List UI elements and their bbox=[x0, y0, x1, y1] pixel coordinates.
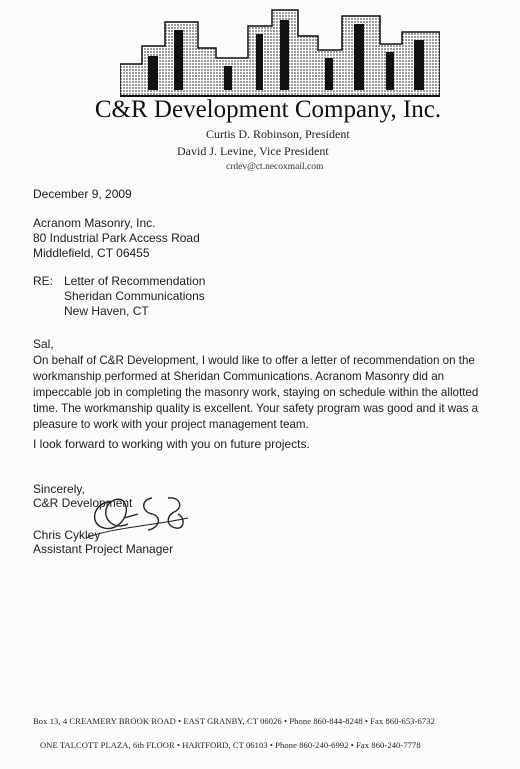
body-line: workmanship performed at Sheridan Communications. Acranom Masonry did an bbox=[33, 370, 445, 383]
recipient-street: 80 Industrial Park Access Road bbox=[33, 231, 200, 245]
salutation: Sal, bbox=[33, 337, 54, 351]
recipient-name: Acranom Masonry, Inc. bbox=[33, 216, 156, 230]
body-paragraph bbox=[33, 353, 520, 433]
vice-president-line: David J. Levine, Vice President bbox=[177, 144, 329, 158]
email-address: crdev@ct.necoxmail.com bbox=[226, 162, 324, 172]
footer-address-2: ONE TALCOTT PLAZA, 6th FLOOR • HARTFORD, CT 06103 • Phone 860-240-6992 • Fax 860-240-7778 bbox=[40, 740, 421, 750]
closing-paragraph: I look forward to working with you on future projects. bbox=[33, 437, 310, 451]
footer-address-1: Box 13, 4 CREAMERY BROOK ROAD • EAST GRANBY, CT 06026 • Phone 860-844-8248 • Fax 860-653-6732 bbox=[33, 716, 435, 726]
re-subject: Letter of Recommendation bbox=[64, 274, 206, 288]
city-skyline-logo-icon bbox=[120, 6, 440, 98]
recipient-city: Middlefield, CT 06455 bbox=[33, 246, 150, 260]
signer-title: Assistant Project Manager bbox=[33, 542, 174, 556]
sign-company: C&R Development bbox=[33, 496, 133, 510]
body-line: time. The workmanship quality is excellent. Your safety program was good and it was a bbox=[33, 402, 479, 415]
sign-off: Sincerely, bbox=[33, 482, 85, 496]
body-line: On behalf of C&R Development, I would like to offer a letter of recommendation on the bbox=[33, 354, 475, 367]
signer-name: Chris Cykley bbox=[33, 528, 101, 542]
president-line: Curtis D. Robinson, President bbox=[206, 127, 350, 141]
company-name: C&R Development Company, Inc. bbox=[94, 96, 442, 123]
re-line-3: New Haven, CT bbox=[64, 304, 149, 318]
re-label: RE: bbox=[33, 274, 54, 288]
letter-date: December 9, 2009 bbox=[33, 187, 132, 201]
re-line-2: Sheridan Communications bbox=[64, 289, 205, 303]
body-line: impeccable job in completing the masonry work, staying on schedule within the allotted bbox=[33, 386, 479, 399]
body-line: pleasure to work with your project management team. bbox=[33, 418, 309, 431]
